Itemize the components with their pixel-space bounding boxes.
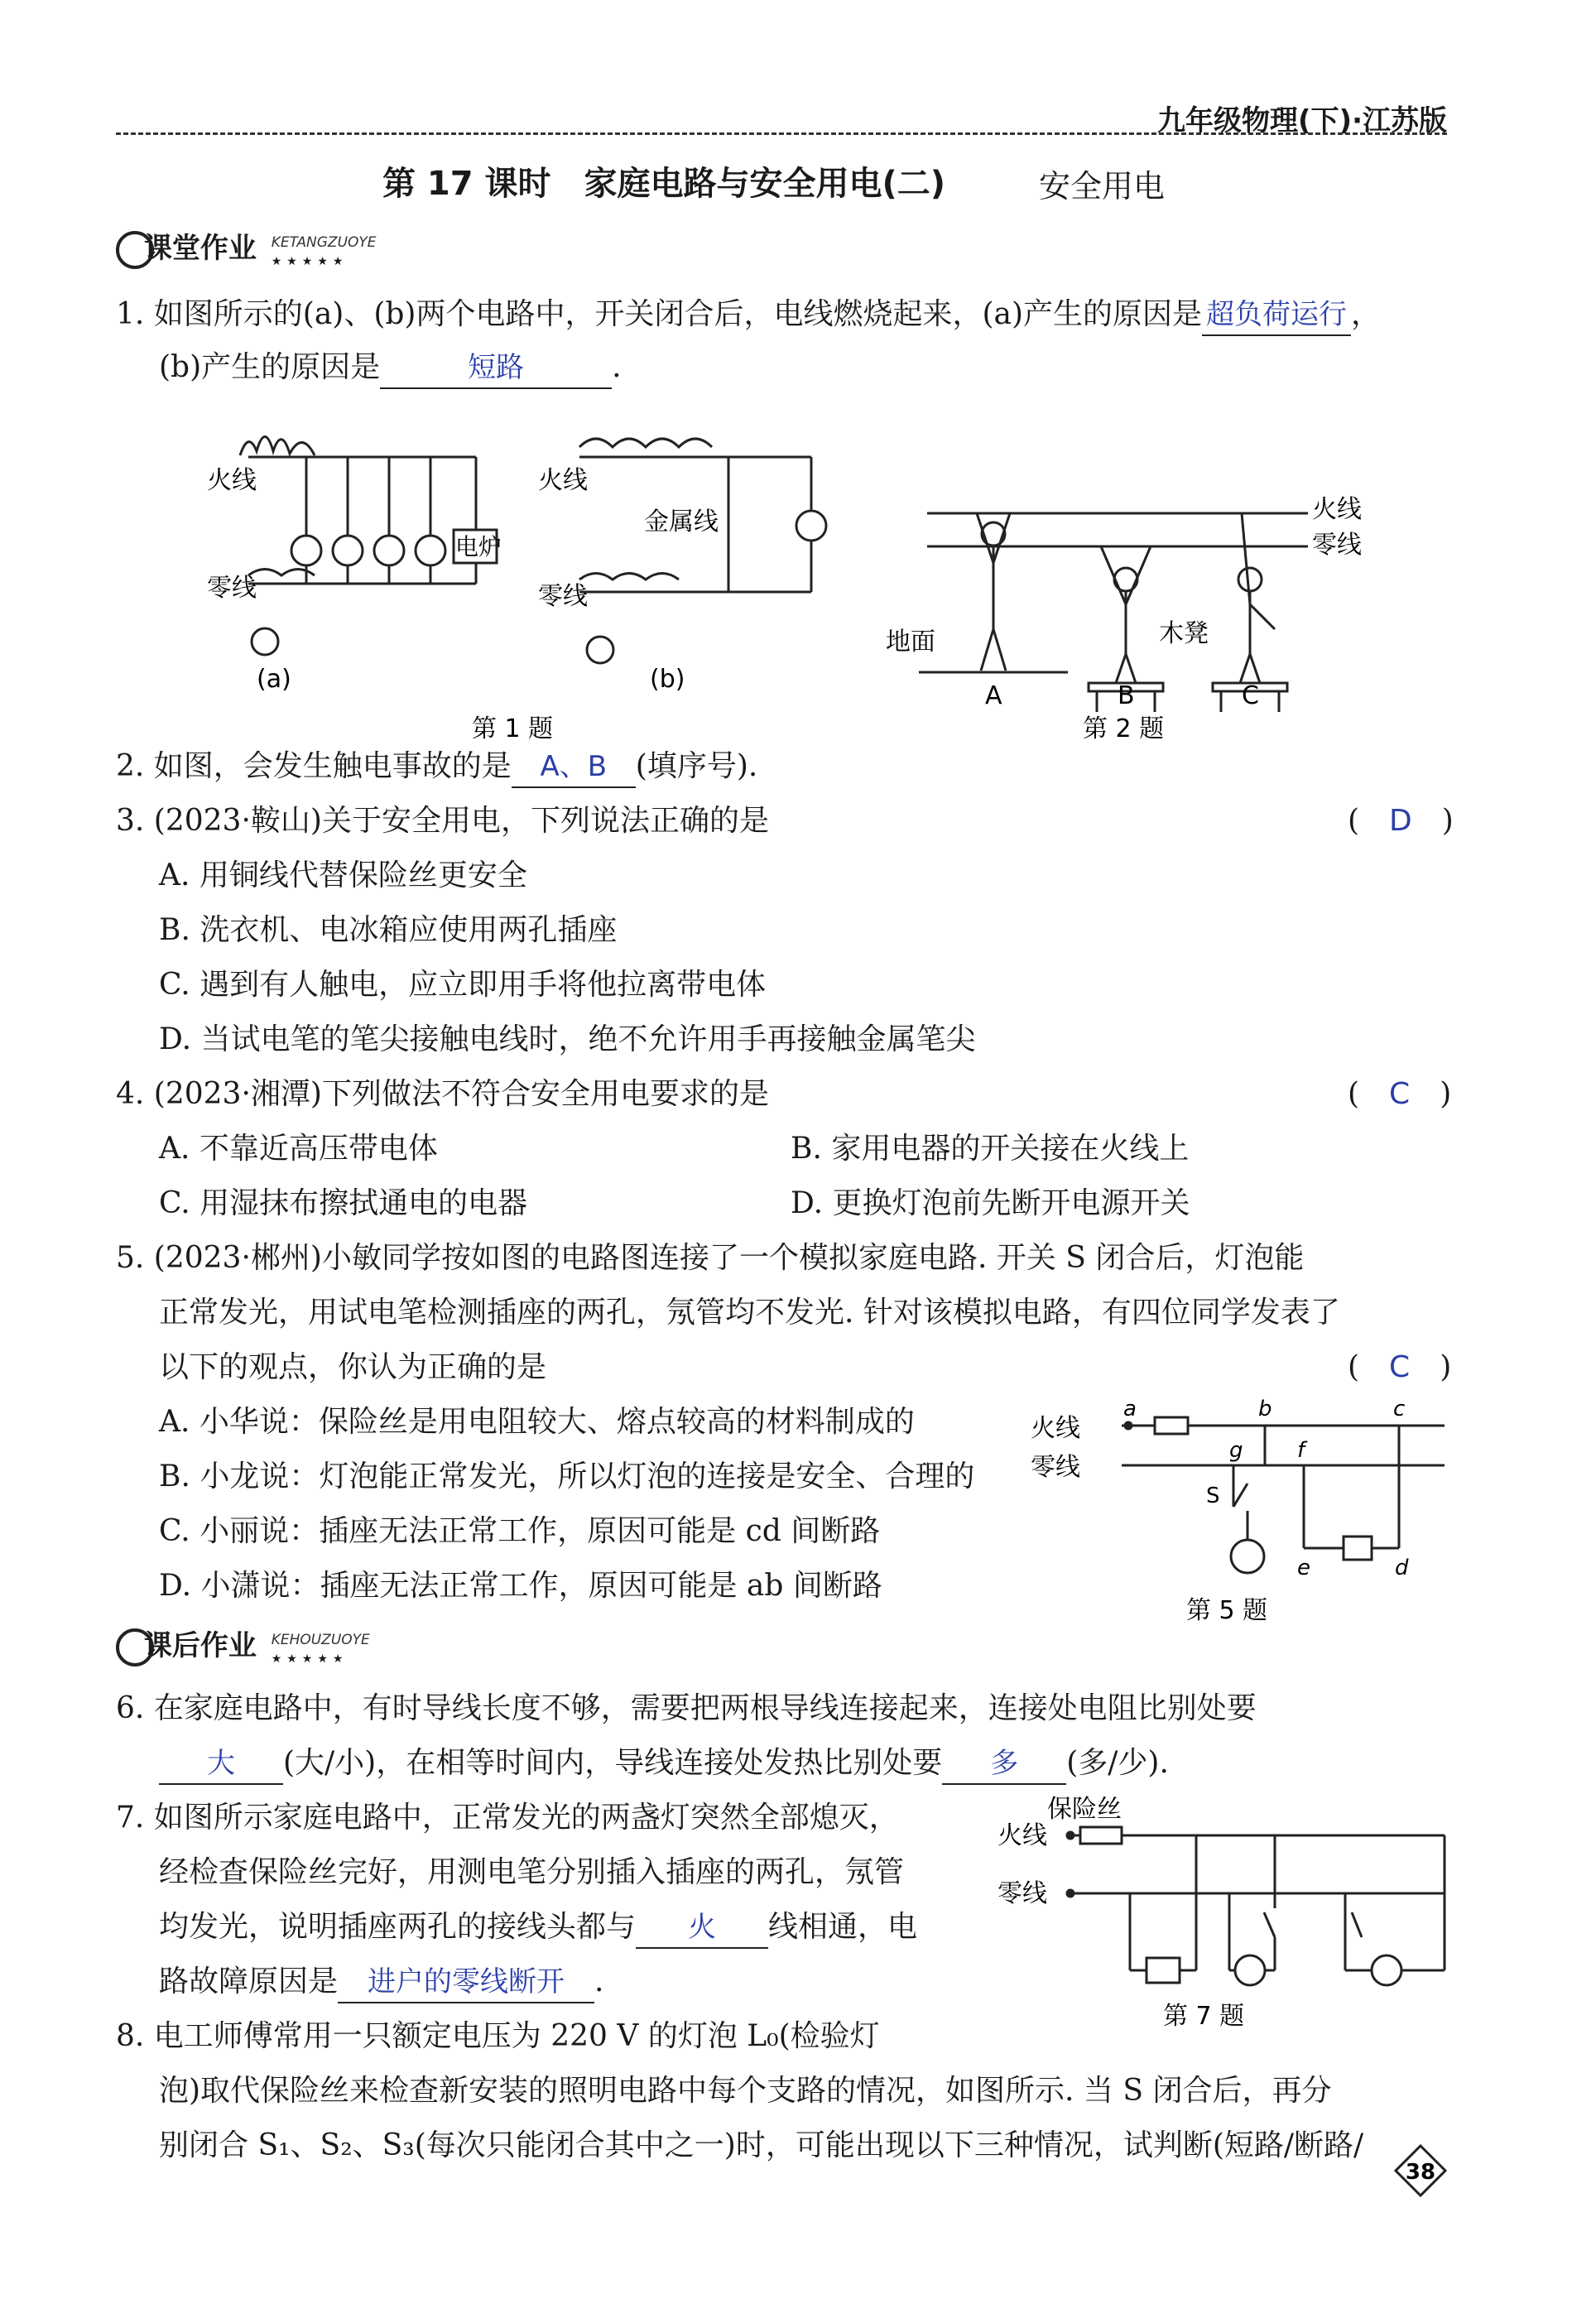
fig2-stool-label: 木凳 — [1159, 619, 1209, 648]
question-7-line-3: 均发光，说明插座两孔的接线头都与 火 线相通，电 — [159, 1907, 917, 1949]
fig5-c: c — [1393, 1397, 1406, 1421]
fig1b-live-label: 火线 — [538, 466, 588, 495]
fig7-caption: 第 7 题 — [1163, 2002, 1245, 2031]
lesson-subtitle: 安全用电 — [1039, 168, 1166, 204]
fig2-neutral-label: 零线 — [1312, 531, 1362, 560]
question-4-option-c: C. 用湿抹布擦拭通电的电器 — [159, 1186, 528, 1220]
figure-5 — [1031, 1391, 1461, 1631]
answer-blank: 超负荷运行 — [1202, 295, 1351, 336]
question-3-answer: ( D ) — [1348, 804, 1454, 838]
question-3-option-d: D. 当试电笔的笔尖接触电线时，绝不允许用手再接触金属笔尖 — [159, 1022, 976, 1056]
diamond-icon — [1394, 2144, 1447, 2197]
question-4-option-a: A. 不靠近高压带电体 — [159, 1132, 438, 1166]
section-label: 课后作业 — [143, 1629, 257, 1662]
question-5-stem-3: 以下的观点，你认为正确的是 — [159, 1350, 547, 1384]
question-4-option-b: B. 家用电器的开关接在火线上 — [791, 1132, 1190, 1166]
fig1-metal-label: 金属线 — [644, 507, 719, 536]
question-5-answer: ( C ) — [1348, 1350, 1452, 1384]
question-2: 2. 如图，会发生触电事故的是 A、B (填序号). — [116, 747, 757, 788]
question-8-line-2: 泡)取代保险丝来检查新安装的照明电路中每个支路的情况，如图所示. 当 S 闭合后，再分 — [159, 2074, 1332, 2108]
answer-blank: A、B — [512, 747, 636, 788]
fig2-C: C — [1242, 681, 1259, 710]
question-3-option-b: B. 洗衣机、电冰箱应使用两孔插座 — [159, 913, 618, 947]
fig1b-neutral-label: 零线 — [538, 582, 588, 611]
answer-blank: 大 — [159, 1743, 283, 1785]
question-8-line-3: 别闭合 S₁、S₂、S₃(每次只能闭合其中之一)时，可能出现以下三种情况，试判断(短路/断路/ — [159, 2128, 1364, 2162]
figure-2 — [886, 464, 1416, 753]
answer-blank: 火 — [636, 1907, 768, 1949]
fig2-live-label: 火线 — [1312, 495, 1362, 524]
fig1-caption: 第 1 题 — [472, 714, 554, 743]
fig1-stove-label: 电炉 — [455, 533, 502, 560]
fig5-neutral-label: 零线 — [1031, 1453, 1080, 1482]
question-1-line-2: (b)产生的原因是 短路 . — [159, 348, 622, 389]
question-4-answer: ( C ) — [1348, 1077, 1452, 1111]
fig1-a-label: (a) — [257, 665, 291, 694]
fig5-a: a — [1123, 1397, 1137, 1421]
fig2-B: B — [1118, 681, 1135, 710]
question-3-option-a: A. 用铜线代替保险丝更安全 — [159, 858, 527, 892]
fig5-d: d — [1395, 1556, 1409, 1580]
question-7-line-4: 路故障原因是 进户的零线断开 . — [159, 1962, 603, 2003]
page-number: 38 — [1405, 2160, 1436, 2185]
fig1-neutral-label: 零线 — [207, 574, 257, 603]
page-number-badge — [1394, 2144, 1447, 2197]
fig7-neutral-label: 零线 — [997, 1879, 1047, 1908]
fig1-b-label: (b) — [650, 665, 685, 694]
section-label: 课堂作业 — [143, 232, 257, 265]
fig5-b: b — [1258, 1397, 1272, 1421]
section-class-work — [116, 225, 377, 269]
section-stars: ★★★★★ — [271, 1652, 349, 1666]
fig7-fuse-label: 保险丝 — [1047, 1795, 1122, 1824]
question-7-line-1: 7. 如图所示家庭电路中，正常发光的两盏灯突然全部熄灭， — [116, 1801, 899, 1835]
lesson-title: 第 17 课时 家庭电路与安全用电(二) — [382, 165, 946, 203]
section-after-class — [116, 1623, 370, 1666]
question-5-option-c: C. 小丽说：插座无法正常工作，原因可能是 cd 间断路 — [159, 1514, 881, 1548]
figure-7 — [997, 1792, 1461, 2032]
answer-blank: 短路 — [380, 348, 612, 389]
fig5-live-label: 火线 — [1031, 1414, 1080, 1443]
fig2-A: A — [985, 681, 1002, 710]
question-4-option-d: D. 更换灯泡前先断开电源开关 — [791, 1186, 1190, 1220]
question-4-stem: 4. (2023·湘潭)下列做法不符合安全用电要求的是 — [116, 1077, 769, 1111]
question-5-stem-2: 正常发光，用试电笔检测插座的两孔，氖管均不发光. 针对该模拟电路，有四位同学发表了 — [159, 1296, 1340, 1330]
fig5-g: g — [1229, 1438, 1243, 1463]
question-1-line-1: 1. 如图所示的(a)、(b)两个电路中，开关闭合后，电线燃烧起来，(a)产生的原因是 超负荷运行 ， — [116, 295, 1381, 336]
question-3-stem: 3. (2023·鞍山)关于安全用电，下列说法正确的是 — [116, 804, 769, 838]
question-5-stem-1: 5. (2023·郴州)小敏同学按如图的电路图连接了一个模拟家庭电路. 开关 S 闭合后，灯泡能 — [116, 1241, 1305, 1275]
question-5-option-a: A. 小华说：保险丝是用电阻较大、熔点较高的材料制成的 — [159, 1405, 915, 1439]
fig1-live-label: 火线 — [207, 466, 257, 495]
answer-blank: 多 — [942, 1743, 1066, 1785]
question-8-line-1: 8. 电工师傅常用一只额定电压为 220 V 的灯泡 L₀(检验灯 — [116, 2019, 880, 2053]
figure-1 — [190, 406, 853, 753]
question-7-line-2: 经检查保险丝完好，用测电笔分别插入插座的两孔，氖管 — [159, 1855, 905, 1889]
fig5-caption: 第 5 题 — [1186, 1596, 1268, 1625]
answer-blank: 进户的零线断开 — [338, 1962, 594, 2003]
header-divider — [116, 132, 1447, 135]
question-3-option-c: C. 遇到有人触电，应立即用手将他拉离带电体 — [159, 968, 767, 1002]
question-6-line-1: 6. 在家庭电路中，有时导线长度不够，需要把两根导线连接起来，连接处电阻比别处要 — [116, 1691, 1257, 1725]
fig5-f: f — [1297, 1438, 1305, 1463]
question-5-option-d: D. 小潇说：插座无法正常工作，原因可能是 ab 间断路 — [159, 1569, 882, 1603]
section-stars: ★★★★★ — [271, 255, 349, 268]
section-pinyin: KEHOUZUOYE — [271, 1632, 370, 1648]
question-6-line-2: 大 (大/小)，在相等时间内，导线连接处发热比别处要 多 (多/少). — [159, 1743, 1169, 1785]
section-pinyin: KETANGZUOYE — [271, 234, 377, 251]
fig2-caption: 第 2 题 — [1083, 714, 1165, 743]
book-header: 九年级物理(下)·江苏版 — [1157, 104, 1447, 137]
fig5-S: S — [1206, 1484, 1220, 1508]
fig2-ground-label: 地面 — [886, 628, 935, 656]
fig5-e: e — [1297, 1556, 1310, 1580]
fire-scribble — [240, 437, 315, 456]
question-5-option-b: B. 小龙说：灯泡能正常发光，所以灯泡的连接是安全、合理的 — [159, 1460, 975, 1493]
fig7-live-label: 火线 — [997, 1821, 1047, 1850]
